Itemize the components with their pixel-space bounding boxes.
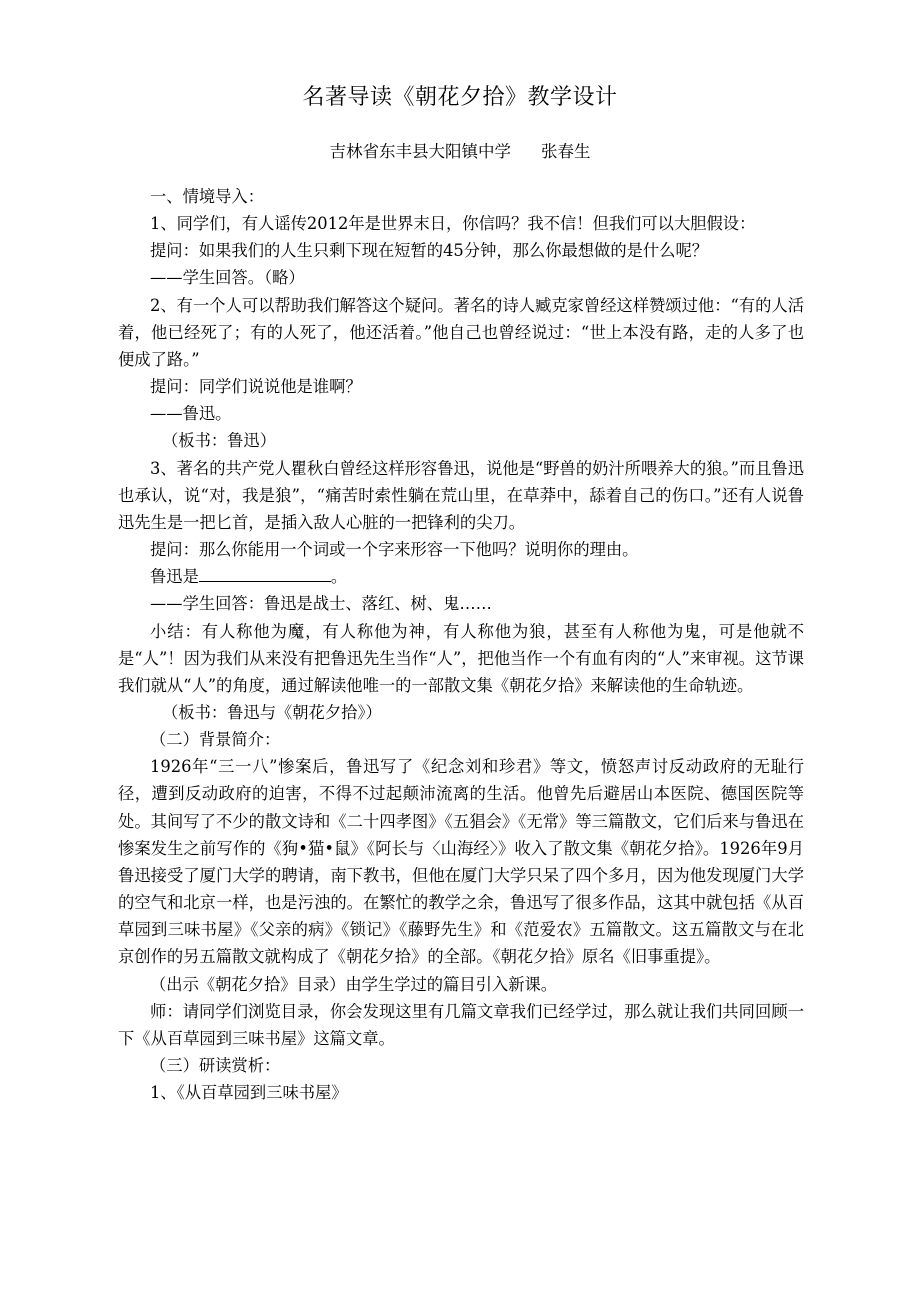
paragraph: （出示《朝花夕拾》目录）由学生学过的篇目引入新课。 bbox=[150, 974, 558, 994]
section-heading-study: （三）研读赏析： bbox=[150, 1056, 281, 1075]
paragraph-summary: 小结：有人称他为魔，有人称他为神，有人称他为狼，甚至有人称他为鬼，可是他就不是“人”！因为我们从来没有把鲁迅先生当作“人”，把他当作一个有血有肉的“人”来审视。这节课我们就从“人”的角度，通过解读他唯一的一部散文集《朝花夕拾》来解读他的生命轨迹。 bbox=[118, 621, 804, 695]
paragraph-answer: ——学生回答：鲁迅是战士、落红、树、鬼…… bbox=[150, 594, 492, 614]
board-note: （板书：鲁迅与《朝花夕拾》） bbox=[162, 702, 382, 722]
document-body bbox=[118, 183, 804, 1106]
fill-in-suffix: 。 bbox=[330, 567, 348, 587]
author-line bbox=[0, 140, 920, 164]
paragraph-question: 提问：如果我们的人生只剩下现在短暂的45分钟，那么你最想做的是什么呢？ bbox=[150, 241, 709, 261]
paragraph: 师：请同学们浏览目录，你会发现这里有几篇文章我们已经学过，那么就让我们共同回顾一下《从百草园到三味书屋》这篇文章。 bbox=[118, 1001, 804, 1048]
paragraph-question: 提问：那么你能用一个词或一个字来形容一下他吗？说明你的理由。 bbox=[150, 540, 639, 560]
section-heading-intro: 一、情境导入： bbox=[150, 187, 264, 206]
fill-in-sentence bbox=[118, 563, 804, 590]
board-note: （板书：鲁迅） bbox=[162, 431, 276, 451]
paragraph: 2、有一个人可以帮助我们解答这个疑问。著名的诗人臧克家曾经这样赞颂过他：“有的人活着，他已经死了；有的人死了，他还活着。”他自己也曾经说过：“世上本没有路，走的人多了也便成了路。” bbox=[118, 295, 804, 369]
paragraph: 3、著名的共产党人瞿秋白曾经这样形容鲁迅，说他是“野兽的奶汁所喂养大的狼。”而且鲁迅也承认，说“对，我是狼”，“痛苦时索性躺在荒山里，在草莽中，舔着自己的伤口。”还有人说鲁迅先生是一把匕首，是插入敌人心脏的一把锋利的尖刀。 bbox=[118, 458, 804, 532]
paragraph-question: 提问：同学们说说他是谁啊？ bbox=[150, 377, 362, 397]
author-school: 吉林省东丰县大阳镇中学 bbox=[329, 142, 511, 161]
subsection-heading: 1、《从百草园到三味书屋》 bbox=[150, 1083, 348, 1103]
paragraph-answer: ——鲁迅。 bbox=[150, 404, 232, 424]
fill-in-blank bbox=[199, 563, 331, 582]
paragraph: 1、同学们，有人谣传2012年是世界末日，你信吗？我不信！但我们可以大胆假设： bbox=[150, 214, 756, 234]
paragraph-background: 1926年“三一八”惨案后，鲁迅写了《纪念刘和珍君》等文，愤怒声讨反动政府的无耻行径，遭到反动政府的迫害，不得不过起颠沛流离的生活。他曾先后避居山本医院、德国医院等处。其间写了不少的散文诗和《二十四孝图》《五猖会》《无常》等三篇散文，它们后来与鲁迅在惨案发生之前写作的《狗•猫•鼠》《阿长与〈山海经〉》收入了散文集《朝花夕拾》。1926年9月鲁迅接受了厦门大学的聘请，南下教书，但他在厦门大学只呆了四个多月，因为他发现厦门大学的空气和北京一样，也是污浊的。在繁忙的教学之余，鲁迅写了很多作品，这其中就包括《从百草园到三味书屋》《父亲的病》《锁记》《藤野先生》和《范爱农》五篇散文。这五篇散文与在北京创作的另五篇散文就构成了《朝花夕拾》的全部。《朝花夕拾》原名《旧事重提》。 bbox=[118, 757, 804, 967]
section-heading-background: （二）背景简介： bbox=[150, 730, 281, 750]
document-title: 名著导读《朝花夕拾》教学设计 bbox=[302, 85, 618, 110]
paragraph-answer: ——学生回答。（略） bbox=[150, 268, 305, 288]
fill-in-prefix: 鲁迅是 bbox=[150, 567, 199, 587]
author-name: 张春生 bbox=[541, 142, 591, 161]
